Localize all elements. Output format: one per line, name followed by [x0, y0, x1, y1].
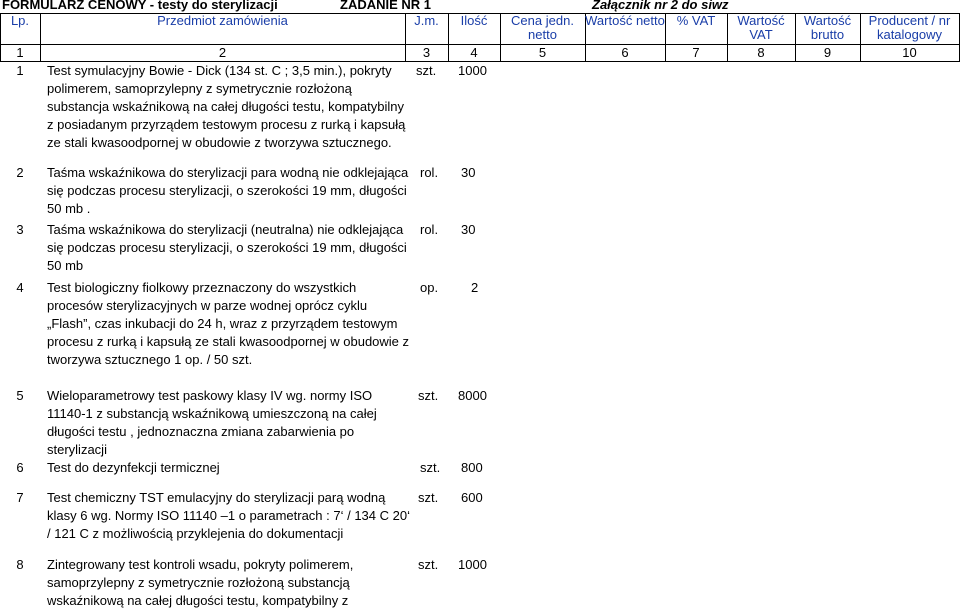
row-lp: 5 — [16, 388, 24, 403]
column-number: 9 — [823, 45, 832, 60]
column-number: 1 — [16, 45, 24, 60]
column-header-net-value: Wartość netto — [585, 13, 665, 28]
row-description: Test chemiczny TST emulacyjny do sterylizacji parą wodną klasy 6 wg. Normy ISO 11140 –1 o parametrach : 7‘ / 134 C 20‘ / 121 C z możliwością przyklejenia do dokumentacji — [47, 490, 410, 541]
column-number: 2 — [218, 45, 227, 60]
row-unit: op. — [420, 280, 439, 295]
row-quantity: 1000 — [458, 63, 487, 78]
column-number: 8 — [757, 45, 765, 60]
row-description: Zintegrowany test kontroli wsadu, pokryty polimerem, samoprzylepny z symetrycznie rozłożoną substancją wskaźnikową na całej długości testu, kompatybilny z — [47, 557, 354, 608]
form-title: FORMULARZ CENOWY - testy do sterylizacji — [2, 0, 278, 12]
row-description: Test do dezynfekcji termicznej — [47, 460, 220, 475]
column-header-unit-price: Cena jedn. netto — [511, 13, 574, 42]
column-number: 7 — [692, 45, 700, 60]
row-quantity: 2 — [471, 280, 479, 295]
column-header-item: Przedmiot zamówienia — [157, 13, 288, 28]
column-number: 6 — [621, 45, 629, 60]
column-header-qty: Ilość — [460, 13, 488, 28]
row-quantity: 800 — [461, 460, 483, 475]
row-lp: 3 — [16, 222, 24, 237]
row-unit: szt. — [418, 388, 439, 403]
column-header-vat-value: Wartość VAT — [737, 13, 785, 42]
row-unit: szt. — [420, 460, 441, 475]
attachment-label: Załącznik nr 2 do siwz — [592, 0, 729, 12]
row-quantity: 600 — [461, 490, 483, 505]
row-unit: szt. — [418, 490, 439, 505]
row-description: Taśma wskaźnikowa do sterylizacji para wodną nie odklejająca się podczas procesu sterylizacji, o szerokości 19 mm, długości 50 mb . — [47, 165, 409, 216]
row-quantity: 8000 — [458, 388, 487, 403]
row-lp: 8 — [16, 557, 24, 572]
row-unit: rol. — [420, 165, 439, 180]
row-lp: 6 — [16, 460, 24, 475]
column-header-lp: Lp. — [10, 13, 30, 28]
row-lp: 1 — [16, 63, 24, 78]
column-number: 4 — [470, 45, 478, 60]
column-number: 5 — [538, 45, 547, 60]
row-quantity: 1000 — [458, 557, 487, 572]
row-unit: rol. — [420, 222, 439, 237]
row-unit: szt. — [416, 63, 437, 78]
row-lp: 7 — [16, 490, 24, 505]
column-number: 3 — [422, 45, 431, 60]
column-header-producer: Producent / nr katalogowy — [868, 13, 951, 42]
row-quantity: 30 — [461, 222, 476, 237]
row-lp: 2 — [16, 165, 24, 180]
row-description: Test biologiczny fiolkowy przeznaczony do wszystkich procesów sterylizacyjnych w parze wodnej oprócz cyklu „Flash”, czas inkubacji do 24 h, wraz z przyrządem testowym procesu z rurką i kapsułą ze stali kwasoodpornej w obudowie z tworzywa sztucznego 1 op. / 50 szt. — [47, 280, 410, 367]
row-description: Test symulacyjny Bowie - Dick (134 st. C ; 3,5 min.), pokryty polimerem, samoprzylepny z symetrycznie rozłożoną substancja wskaźnikową na całej długości testu, kompatybilny z posiadanym przyrządem testowym procesu z rurką i kapsułą ze stali kwasoodpornej w obudowie z tworzywa sztucznego. — [47, 63, 406, 150]
header-separator — [0, 44, 960, 45]
column-header-gross-value: Wartość brutto — [803, 13, 852, 42]
row-unit: szt. — [418, 557, 439, 572]
row-lp: 4 — [16, 280, 24, 295]
row-description: Taśma wskaźnikowa do sterylizacji (neutralna) nie odklejająca się podczas procesu sterylizacji, o szerokości 19 mm, długości 50 mb — [47, 222, 407, 273]
row-description: Wieloparametrowy test paskowy klasy IV wg. normy ISO 11140-1 z substancją wskaźnikową umieszczoną na całej długości testu , jednoznaczna zmiana zabarwienia po sterylizacji — [47, 388, 377, 457]
column-header-vat-rate: % VAT — [676, 13, 716, 28]
row-quantity: 30 — [461, 165, 476, 180]
column-header-unit: J.m. — [414, 13, 439, 28]
task-number: ZADANIE NR 1 — [340, 0, 432, 12]
column-number: 10 — [902, 45, 917, 60]
